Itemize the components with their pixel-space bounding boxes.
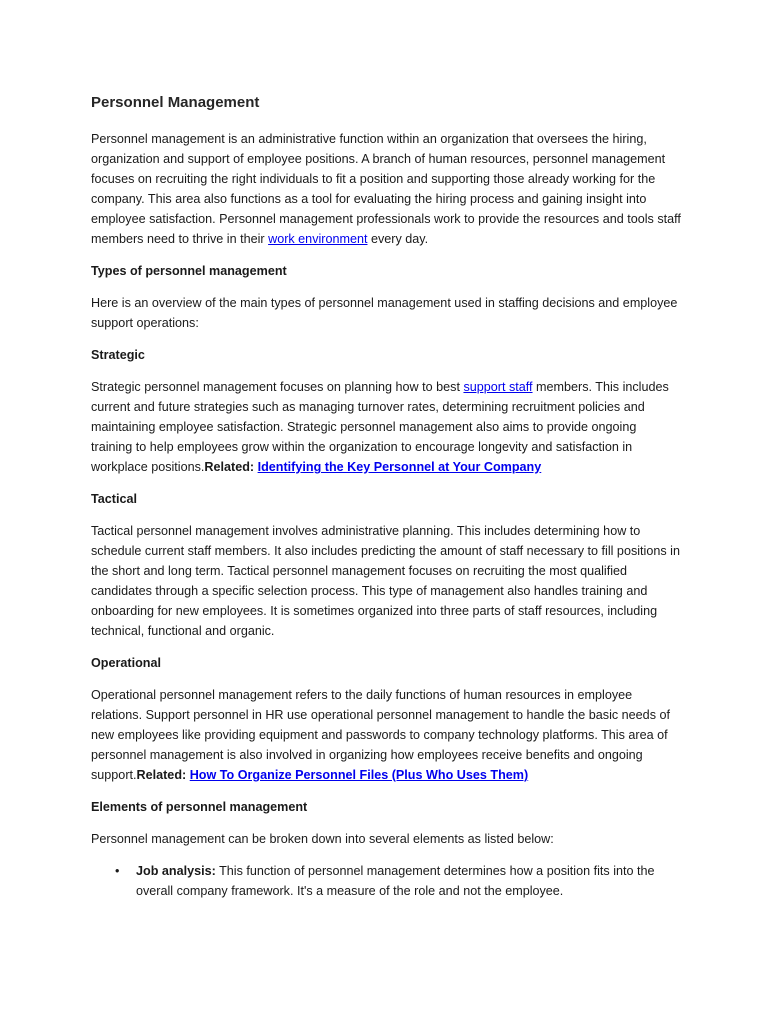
- bullet-icon: •: [115, 864, 120, 878]
- types-intro-paragraph: Here is an overview of the main types of personnel management used in staffing decisions and employee support operations:: [91, 296, 678, 330]
- strategic-paragraph: [91, 377, 681, 477]
- list-item-term: Job analysis:: [136, 864, 216, 878]
- work-environment-link[interactable]: work environment: [268, 232, 368, 246]
- strategic-text-before-link: Strategic personnel management focuses on planning how to best: [91, 380, 464, 394]
- types-heading: Types of personnel management: [91, 264, 287, 278]
- intro-text-before-link: Personnel management is an administrative function within an organization that oversees the hiring, organization and support of employee positions. A branch of human resources, personnel management focuses on recruiting the right individuals to fit a position and supporting those already working for the company. This area also functions as a tool for evaluating the hiring process and gaining insight into employee satisfaction. Personnel management professionals work to provide the resources and tools staff members need to thrive in their: [91, 132, 681, 246]
- tactical-heading: Tactical: [91, 492, 137, 506]
- strategic-related-label: Related:: [204, 460, 258, 474]
- strategic-text-after-link: members. This includes current and future strategies such as managing turnover rates, determining recruitment policies and maintaining employee satisfaction. Strategic personnel management also aims to provide ongoing training to help employees grow within the organization to encourage longevity and satisfaction in workplace positions.: [91, 380, 669, 474]
- elements-heading: Elements of personnel management: [91, 800, 308, 814]
- elements-list: [91, 861, 681, 901]
- operational-heading: Operational: [91, 656, 161, 670]
- operational-text: Operational personnel management refers to the daily functions of human resources in employee relations. Support personnel in HR use operational personnel management to handle the basic needs of new employees like providing equipment and passwords to company technology platforms. This area of personnel management is also involved in organizing how employees receive benefits and ongoing support.: [91, 688, 670, 782]
- document-page: [91, 92, 681, 901]
- operational-related-label: Related:: [136, 768, 190, 782]
- page-title: Personnel Management: [91, 94, 260, 111]
- personnel-files-related-link[interactable]: How To Organize Personnel Files (Plus Who Uses Them): [189, 768, 529, 782]
- list-item-text: This function of personnel management determines how a position fits into the overall company framework. It's a measure of the role and not the employee.: [136, 864, 655, 898]
- intro-text-after-link: every day.: [367, 232, 429, 246]
- elements-intro-paragraph: Personnel management can be broken down into several elements as listed below:: [91, 832, 554, 846]
- key-personnel-related-link[interactable]: Identifying the Key Personnel at Your Company: [257, 460, 542, 474]
- strategic-heading: Strategic: [91, 348, 145, 362]
- list-item: [91, 861, 681, 901]
- support-staff-link[interactable]: support staff: [463, 380, 533, 394]
- operational-paragraph: [91, 685, 681, 785]
- tactical-paragraph: Tactical personnel management involves administrative planning. This includes determining how to schedule current staff members. It also includes predicting the amount of staff necessary to fill positions in the short and long term. Tactical personnel management focuses on recruiting the most qualified candidates through a specific selection process. This type of management also handles training and onboarding for new employees. It is sometimes organized into three parts of staff resources, including technical, functional and organic.: [91, 524, 680, 638]
- intro-paragraph: [91, 129, 681, 249]
